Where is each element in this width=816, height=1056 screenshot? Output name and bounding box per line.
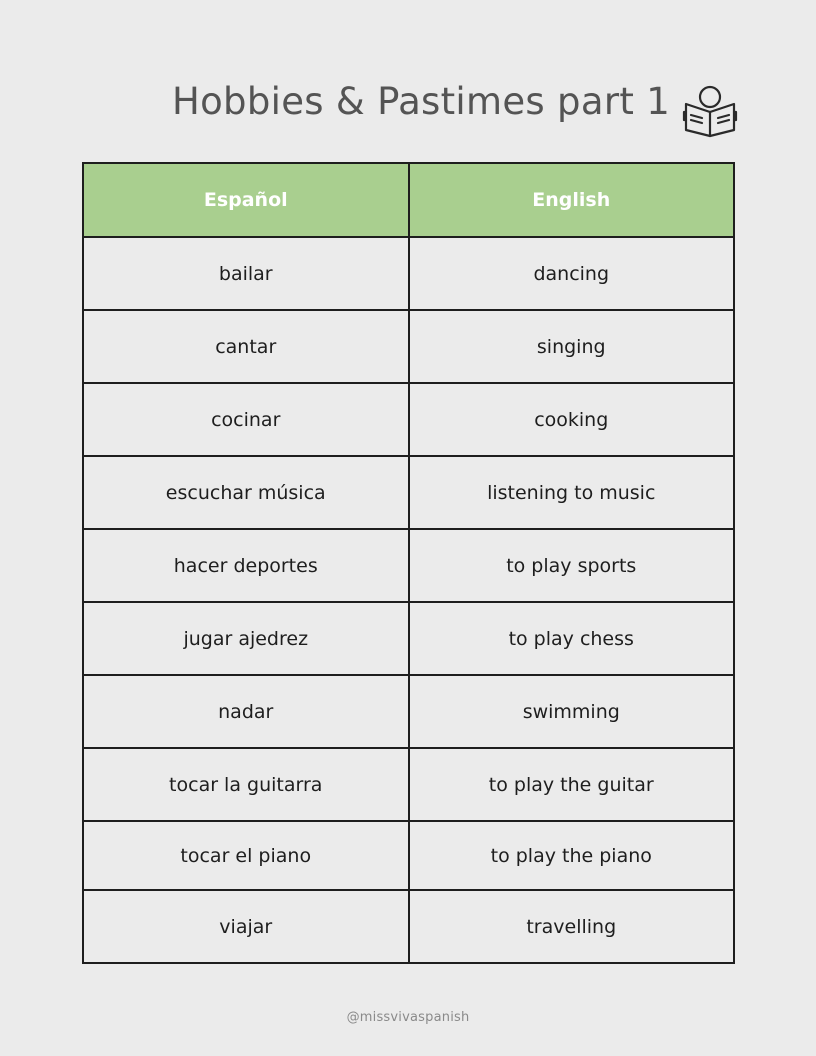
spanish-cell: nadar (83, 675, 409, 748)
page-title: Hobbies & Pastimes part 1 (172, 80, 671, 123)
spanish-cell: hacer deportes (83, 529, 409, 602)
english-cell: to play the guitar (409, 748, 735, 821)
english-cell: swimming (409, 675, 735, 748)
english-cell: to play sports (409, 529, 735, 602)
spanish-cell: tocar el piano (83, 821, 409, 890)
table-row (83, 890, 734, 963)
spanish-cell: bailar (83, 237, 409, 310)
table-row (83, 383, 734, 456)
english-cell: singing (409, 310, 735, 383)
column-header-spanish: Español (83, 163, 409, 237)
column-header-english: English (409, 163, 735, 237)
table-row (83, 529, 734, 602)
english-cell: listening to music (409, 456, 735, 529)
table-row (83, 310, 734, 383)
english-cell: cooking (409, 383, 735, 456)
spanish-cell: cantar (83, 310, 409, 383)
english-cell: to play the piano (409, 821, 735, 890)
table-row (83, 456, 734, 529)
vocabulary-table (82, 162, 735, 964)
reading-book-icon (682, 82, 738, 138)
table-header-row (83, 163, 734, 237)
spanish-cell: viajar (83, 890, 409, 963)
spanish-cell: tocar la guitarra (83, 748, 409, 821)
table-row (83, 821, 734, 890)
spanish-cell: escuchar música (83, 456, 409, 529)
english-cell: to play chess (409, 602, 735, 675)
table-row (83, 237, 734, 310)
english-cell: travelling (409, 890, 735, 963)
spanish-cell: cocinar (83, 383, 409, 456)
table-row (83, 602, 734, 675)
table-row (83, 748, 734, 821)
spanish-cell: jugar ajedrez (83, 602, 409, 675)
table-row (83, 675, 734, 748)
footer-credit: @missvivaspanish (346, 1010, 470, 1025)
english-cell: dancing (409, 237, 735, 310)
